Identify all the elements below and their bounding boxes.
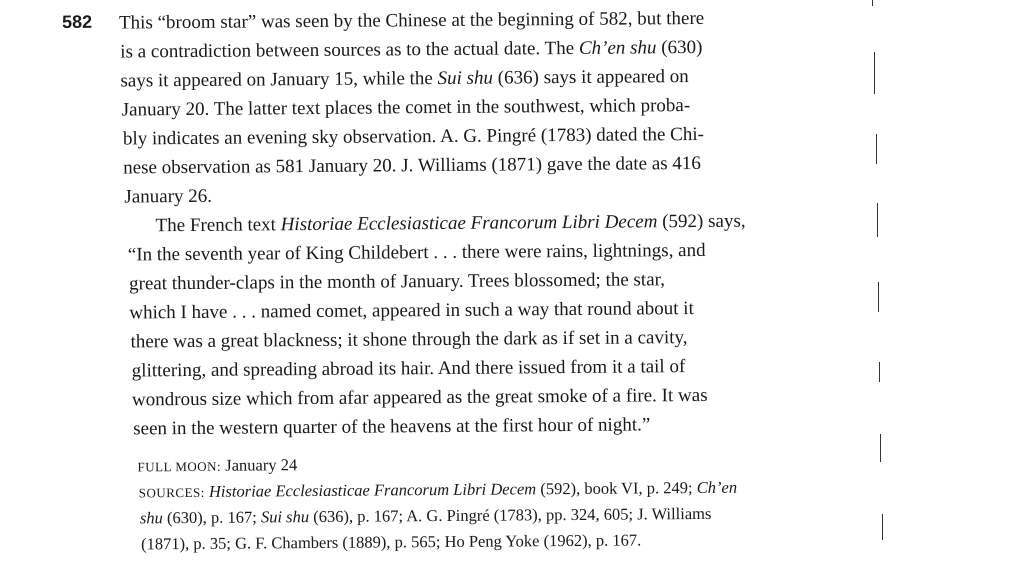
sources-line-1	[138, 477, 738, 501]
paragraph-2-line-3: great thunder-claps in the month of January. Trees blossomed; the star,	[128, 269, 666, 295]
italic-title-historiae: Historiae Ecclesiasticae Francorum Libri Decem	[208, 479, 537, 501]
scan-margin-mark	[879, 362, 880, 382]
paragraph-2-line-7: wondrous size which from afar appeared as the great smoke of a fire. It was	[131, 384, 708, 411]
paragraph-1-line-1: This “broom star” was seen by the Chinese at the beginning of 582, but there	[118, 7, 705, 34]
scan-margin-mark	[882, 514, 883, 540]
scan-margin-mark	[876, 134, 877, 164]
text-fragment: (636), p. 167; A. G. Pingré (1783), pp. 324, 605; J. Williams	[308, 503, 712, 527]
paragraph-1-line-3	[120, 67, 688, 90]
text-fragment: (592) says,	[657, 210, 746, 233]
full-moon-note	[137, 457, 297, 475]
text-fragment: is a contradiction between sources as to the actual date. The	[120, 37, 579, 63]
paragraph-1-line-2	[120, 38, 702, 62]
text-fragment: (630), p. 167;	[162, 507, 261, 528]
full-moon-value: January 24	[221, 455, 298, 475]
scan-margin-mark	[877, 203, 878, 237]
full-moon-label: FULL MOON:	[137, 458, 222, 475]
italic-title-shu: shu	[139, 508, 163, 528]
paragraph-2-line-1	[156, 212, 746, 236]
paragraph-2-line-2: “In the seventh year of King Childebert . . . there were rains, lightnings, and	[127, 239, 706, 266]
text-fragment: The French text	[155, 214, 281, 237]
text-fragment: says it appeared on January 15, while the	[120, 68, 438, 92]
italic-title-sui-shu: Sui shu	[437, 67, 494, 90]
italic-title-chen: Ch’en	[696, 477, 738, 498]
paragraph-2-line-8: seen in the western quarter of the heavens at the first hour of night.”	[133, 414, 651, 440]
paragraph-2-line-6: glittering, and spreading abroad its hair. And there issued from it a tail of	[131, 356, 686, 382]
text-fragment: (592), book VI, p. 249;	[536, 478, 697, 499]
scan-margin-mark	[874, 52, 875, 94]
scan-margin-mark	[880, 434, 881, 462]
paragraph-1-line-7: January 26.	[124, 185, 213, 208]
sources-line-2	[139, 503, 712, 528]
scan-margin-mark	[872, 0, 873, 6]
entry-number: 582	[61, 11, 93, 32]
italic-title-sui-shu: Sui shu	[260, 507, 310, 527]
sources-label: SOURCES:	[138, 484, 205, 501]
paragraph-1-line-5: bly indicates an evening sky observation. A. G. Pingré (1783) dated the Chi-	[122, 123, 704, 150]
sources-line-3: (1871), p. 35; G. F. Chambers (1889), p. 565; Ho Peng Yoke (1962), p. 167.	[141, 530, 642, 554]
paragraph-1-line-6: nese observation as 581 January 20. J. Williams (1871) gave the date as 416	[123, 152, 701, 179]
italic-title-historiae: Historiae Ecclesiasticae Francorum Libri Decem	[280, 211, 658, 236]
italic-title-chen-shu: Ch’en shu	[578, 37, 657, 59]
paragraph-1-line-4: January 20. The latter text places the comet in the southwest, which proba-	[121, 95, 691, 121]
paragraph-2-line-4: which I have . . . named comet, appeared in such a way that round about it	[129, 298, 694, 324]
scan-margin-mark	[878, 282, 879, 312]
paragraph-2-line-5: there was a great blackness; it shone through the dark as if set in a cavity,	[130, 327, 688, 353]
text-fragment: (630)	[656, 36, 703, 59]
text-fragment: (636) says it appeared on	[492, 66, 689, 89]
